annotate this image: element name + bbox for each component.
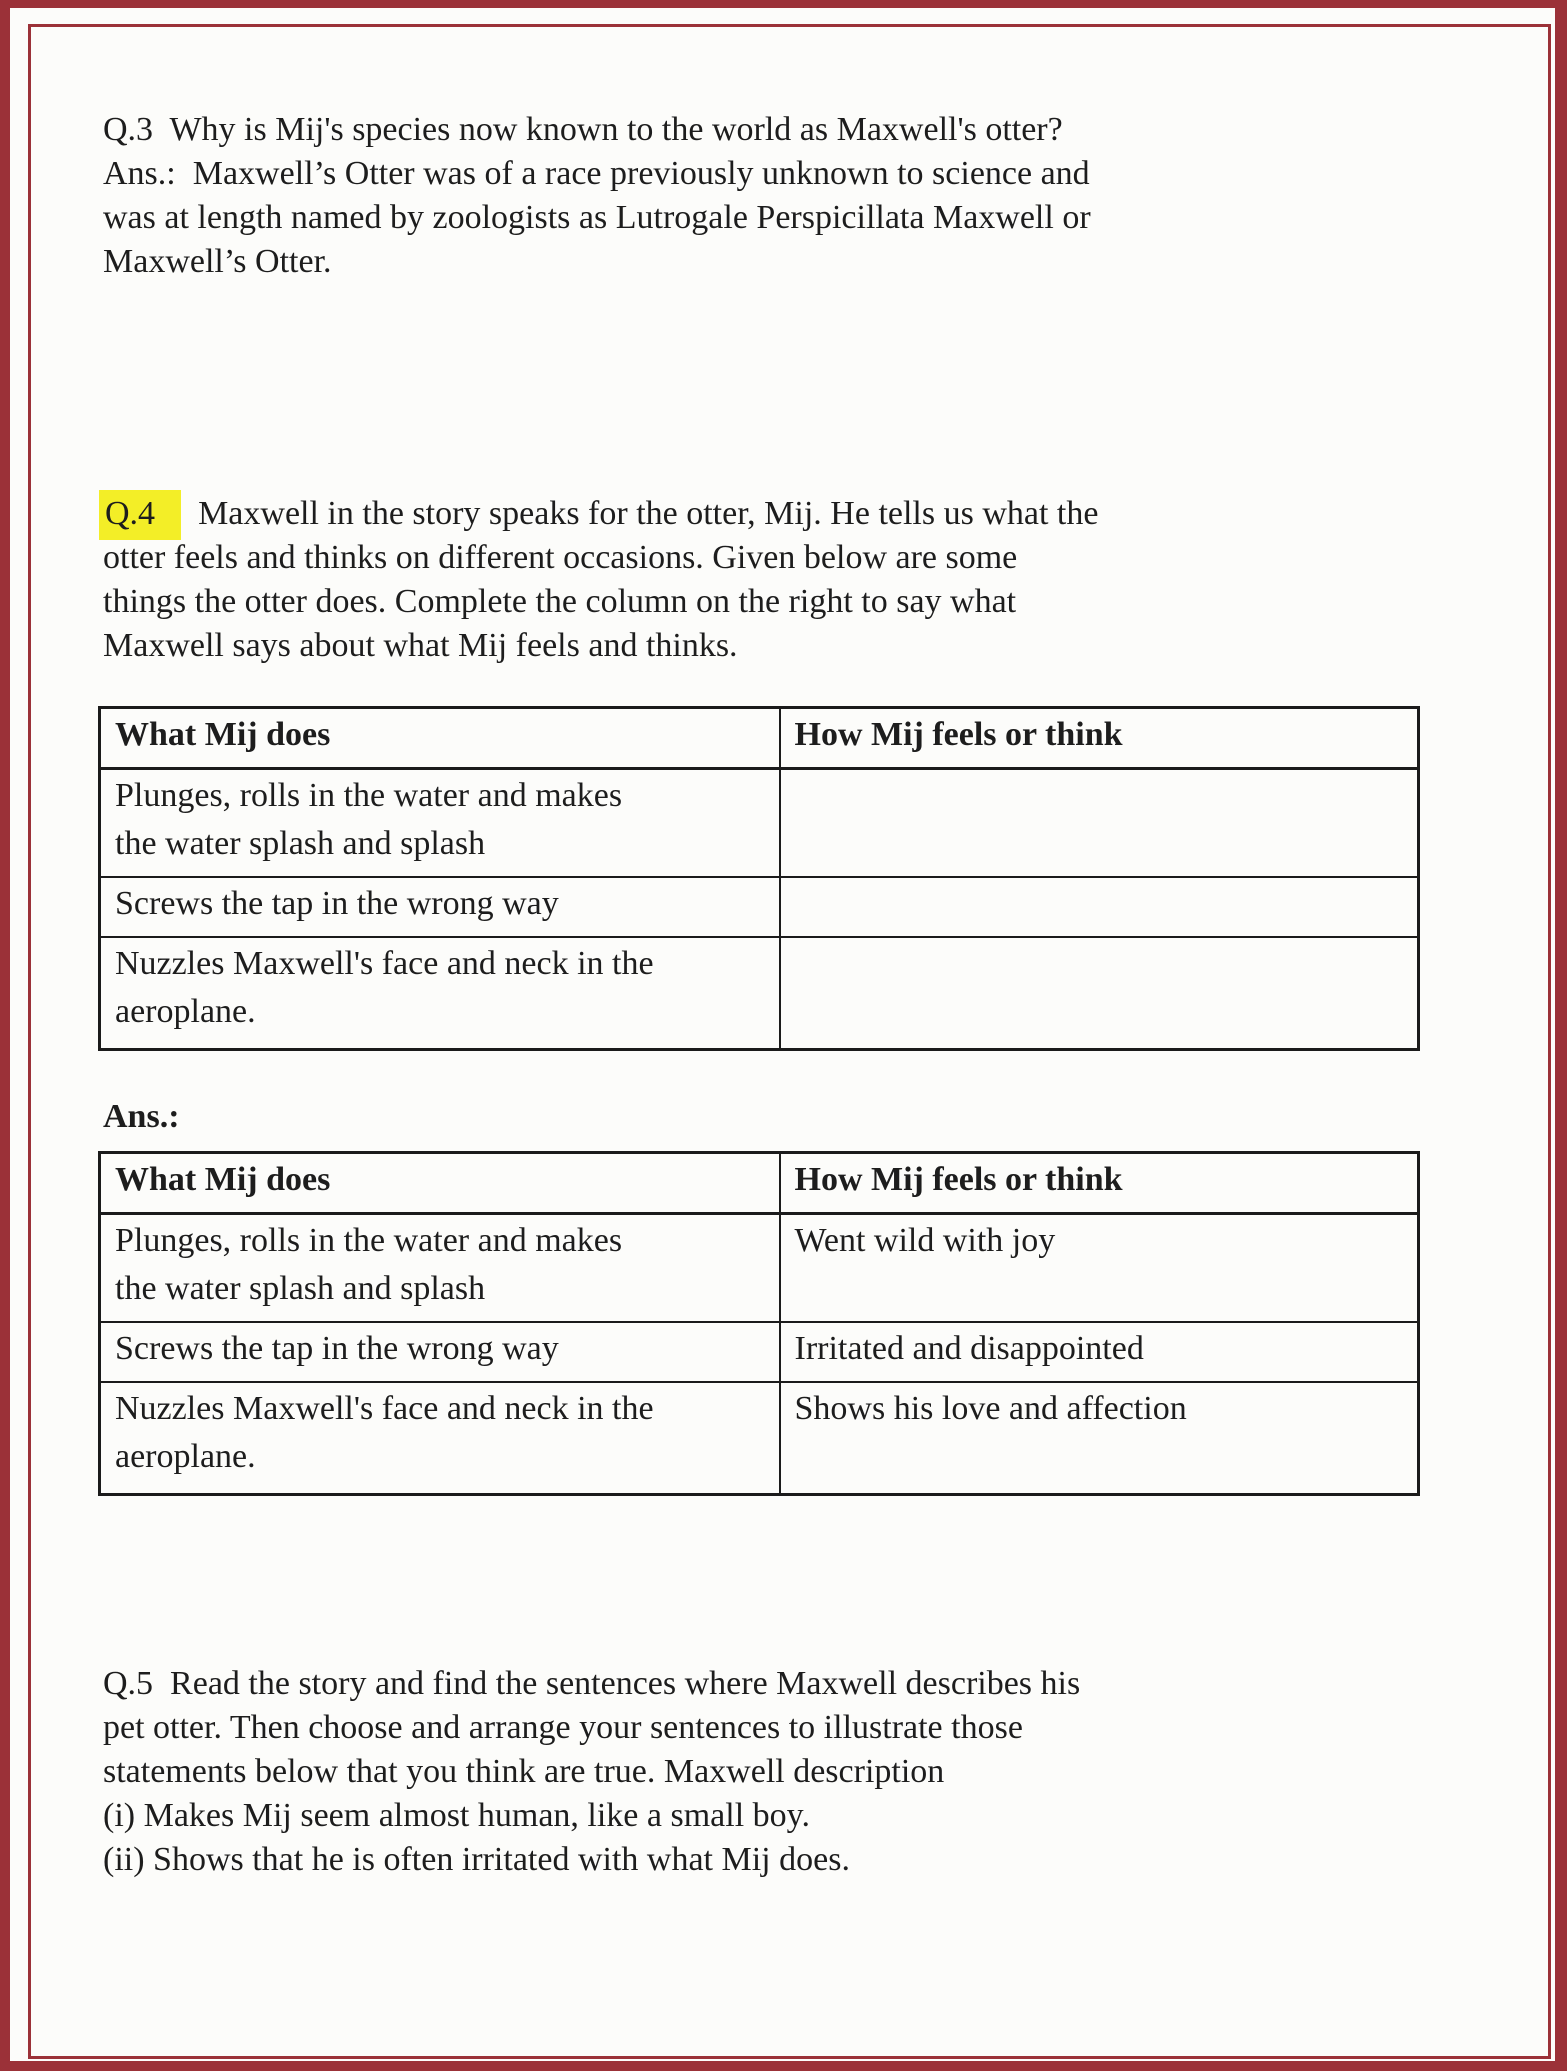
cell-text: Plunges, rolls in the water and makes the water splash and splash xyxy=(115,1222,623,1307)
table-row xyxy=(100,769,1419,878)
q5-line-1: Q.5 Read the story and find the sentences where Maxwell describes his xyxy=(103,1665,1081,1702)
cell-text: Nuzzles Maxwell's face and neck in the aeroplane. xyxy=(115,945,654,1030)
q5-item-ii: (ii) Shows that he is often irritated with what Mij does. xyxy=(103,1841,850,1878)
table-cell-feels-empty xyxy=(780,769,1419,878)
column-header-how-mij-feels: How Mij feels or think xyxy=(780,1153,1419,1214)
q3-line-4: Maxwell’s Otter. xyxy=(103,243,332,280)
cell-text: Nuzzles Maxwell's face and neck in the aeroplane. xyxy=(115,1390,654,1475)
q4-line-1-rest: Maxwell in the story speaks for the otter, Mij. He tells us what the xyxy=(181,495,1099,532)
column-header-what-mij-does: What Mij does xyxy=(100,708,780,769)
cell-text: Screws the tap in the wrong way xyxy=(115,885,559,922)
table-cell-does xyxy=(100,769,780,878)
table-cell-does xyxy=(100,1214,780,1323)
table-cell-feels-empty xyxy=(780,937,1419,1050)
table-row xyxy=(100,937,1419,1050)
q4-line-1 xyxy=(103,492,1433,536)
question-4 xyxy=(103,492,1433,668)
table-row xyxy=(100,877,1419,937)
q4-line-2: otter feels and thinks on different occasions. Given below are some xyxy=(103,539,1018,576)
table-cell-does xyxy=(100,877,780,937)
table-header-row xyxy=(100,1153,1419,1214)
table-cell-does xyxy=(100,937,780,1050)
question-5 xyxy=(103,1662,1433,1882)
q3-line-2: Ans.: Maxwell’s Otter was of a race previously unknown to science and xyxy=(103,155,1090,192)
q3-line-3: was at length named by zoologists as Lutrogale Perspicillata Maxwell or xyxy=(103,199,1091,236)
q5-item-i: (i) Makes Mij seem almost human, like a small boy. xyxy=(103,1797,810,1834)
table-cell-feels: Irritated and disappointed xyxy=(780,1322,1419,1382)
q5-line-3: statements below that you think are true. Maxwell description xyxy=(103,1753,945,1790)
table-header-row xyxy=(100,708,1419,769)
q4-line-3: things the otter does. Complete the column on the right to say what xyxy=(103,583,1017,620)
table-cell-feels: Went wild with joy xyxy=(780,1214,1419,1323)
q4-highlight: Q.4 xyxy=(99,490,181,540)
cell-text: Screws the tap in the wrong way xyxy=(115,1330,559,1367)
table-cell-feels: Shows his love and affection xyxy=(780,1382,1419,1495)
page-content xyxy=(103,8,1433,1882)
table-cell-feels-empty xyxy=(780,877,1419,937)
mij-table-blank xyxy=(98,706,1420,1051)
question-3 xyxy=(103,108,1433,284)
table-cell-does xyxy=(100,1382,780,1495)
column-header-how-mij-feels: How Mij feels or think xyxy=(780,708,1419,769)
answer-label: Ans.: xyxy=(103,1098,180,1135)
q3-line-1: Q.3 Why is Mij's species now known to the world as Maxwell's otter? xyxy=(103,111,1063,148)
table-row xyxy=(100,1382,1419,1495)
table-cell-does xyxy=(100,1322,780,1382)
q5-line-2: pet otter. Then choose and arrange your sentences to illustrate those xyxy=(103,1709,1023,1746)
column-header-what-mij-does: What Mij does xyxy=(100,1153,780,1214)
table-row xyxy=(100,1214,1419,1323)
mij-table-answered xyxy=(98,1151,1420,1496)
cell-text: Plunges, rolls in the water and makes the water splash and splash xyxy=(115,777,623,862)
table-row xyxy=(100,1322,1419,1382)
q4-line-4: Maxwell says about what Mij feels and thinks. xyxy=(103,627,738,664)
